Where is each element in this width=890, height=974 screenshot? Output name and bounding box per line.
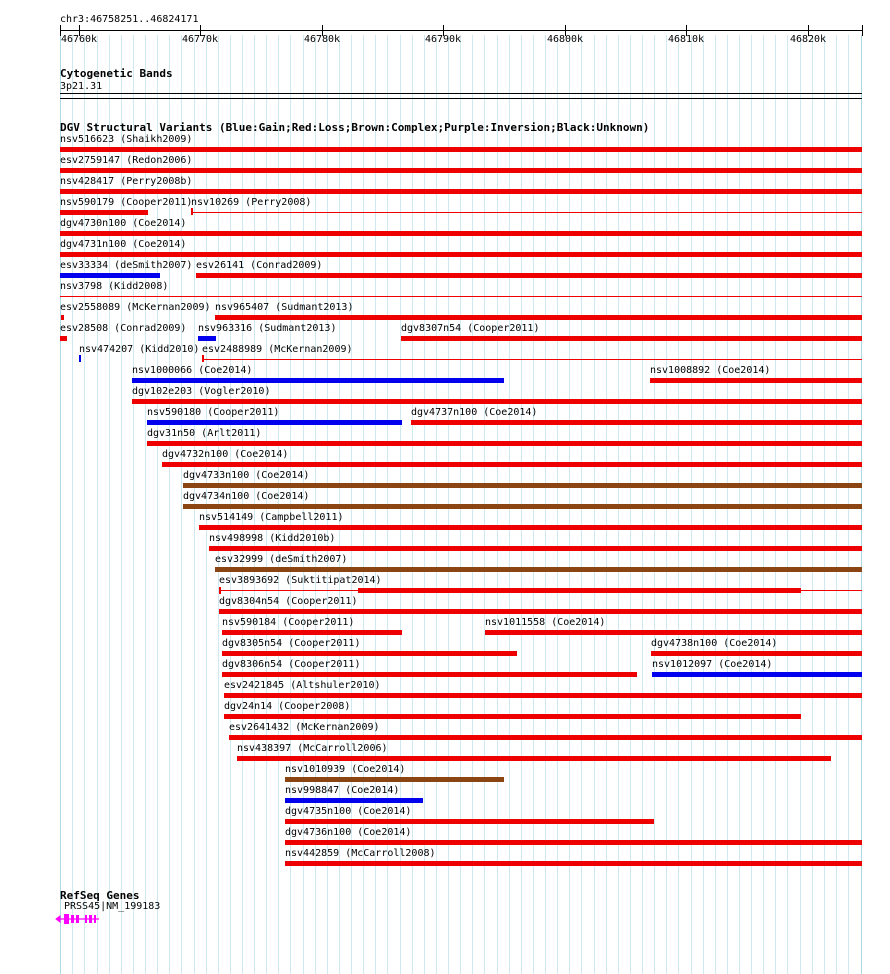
variant-bar[interactable] [60, 273, 160, 278]
variant-label: dgv8305n54 (Cooper2011) [222, 638, 361, 649]
ruler-tick-label: 46820k [789, 34, 827, 45]
variant-bar[interactable] [60, 210, 148, 215]
ruler-tick-label: 46790k [424, 34, 462, 45]
variant-bar[interactable] [79, 355, 81, 362]
variant-bar[interactable] [183, 504, 862, 509]
cytoband-line [60, 98, 862, 99]
variant-bar[interactable] [650, 378, 862, 383]
gene-model[interactable] [55, 912, 105, 926]
variant-label: nsv1012097 (Coe2014) [652, 659, 773, 670]
variant-label: nsv590180 (Cooper2011) [147, 407, 280, 418]
ruler-tick-label: 46770k [181, 34, 219, 45]
variant-label: nsv590184 (Cooper2011) [222, 617, 355, 628]
variant-label: dgv24n14 (Cooper2008) [224, 701, 351, 712]
gene-exon [76, 915, 79, 923]
variant-bar[interactable] [147, 441, 862, 446]
variant-bar[interactable] [285, 819, 654, 824]
variant-label: esv2488989 (McKernan2009) [202, 344, 353, 355]
variant-label: esv2558089 (McKernan2009) [60, 302, 211, 313]
variant-label: dgv8307n54 (Cooper2011) [401, 323, 540, 334]
variant-label: nsv1000066 (Coe2014) [132, 365, 253, 376]
variant-bar[interactable] [60, 168, 862, 173]
variant-bar[interactable] [285, 840, 862, 845]
variant-label: dgv4730n100 (Coe2014) [60, 218, 187, 229]
variant-line[interactable] [204, 359, 862, 360]
variant-label: dgv4735n100 (Coe2014) [285, 806, 412, 817]
variant-label: dgv8306n54 (Cooper2011) [222, 659, 361, 670]
variant-bar[interactable] [61, 315, 64, 320]
gene-exon [94, 915, 96, 923]
variant-bar[interactable] [198, 336, 216, 341]
variant-bar[interactable] [60, 252, 862, 257]
variant-label: nsv1008892 (Coe2014) [650, 365, 771, 376]
variant-bar[interactable] [224, 714, 801, 719]
variant-bar[interactable] [651, 651, 862, 656]
variant-bar[interactable] [285, 798, 423, 803]
variant-label: nsv516623 (Shaikh2009) [60, 134, 193, 145]
variant-label: esv33334 (deSmith2007) [60, 260, 193, 271]
variant-label: nsv590179 (Cooper2011) [60, 197, 193, 208]
variant-label: nsv498998 (Kidd2010b) [209, 533, 336, 544]
variant-bar[interactable] [60, 336, 67, 341]
variant-label: dgv102e203 (Vogler2010) [132, 386, 271, 397]
variant-bar[interactable] [358, 588, 801, 593]
variant-bar[interactable] [162, 462, 862, 467]
variant-label: nsv965407 (Sudmant2013) [215, 302, 354, 313]
variant-label: esv3893692 (Suktitipat2014) [219, 575, 382, 586]
gene-exon [64, 914, 69, 924]
ruler-end-tick [862, 25, 863, 36]
variant-label: nsv998847 (Coe2014) [285, 785, 400, 796]
variant-bar[interactable] [196, 273, 862, 278]
variant-bar[interactable] [60, 147, 862, 152]
ruler-track [0, 0, 890, 50]
cytoband-label[interactable]: 3p21.31 [60, 81, 103, 92]
gene-exon [71, 915, 74, 923]
variant-bar[interactable] [237, 756, 831, 761]
variant-bar[interactable] [60, 231, 862, 236]
variant-bar[interactable] [215, 567, 862, 572]
variant-label: dgv4736n100 (Coe2014) [285, 827, 412, 838]
variant-bar[interactable] [285, 777, 504, 782]
variant-line[interactable] [221, 590, 358, 591]
variant-bar[interactable] [199, 525, 862, 530]
variant-label: nsv10269 (Perry2008) [191, 197, 312, 208]
variant-label: dgv31n50 (Arlt2011) [147, 428, 262, 439]
ruler-tick-label: 46760k [60, 34, 98, 45]
ruler-tick-label: 46810k [667, 34, 705, 45]
variant-label: esv26141 (Conrad2009) [196, 260, 323, 271]
variant-bar[interactable] [132, 378, 504, 383]
cytoband-track-title[interactable]: Cytogenetic Bands [60, 67, 173, 80]
ruler-tick-label: 46780k [303, 34, 341, 45]
variant-label: nsv438397 (McCarroll2006) [237, 743, 388, 754]
variant-label: nsv428417 (Perry2008b) [60, 176, 193, 187]
variant-label: nsv514149 (Campbell2011) [199, 512, 344, 523]
variant-label: dgv4734n100 (Coe2014) [183, 491, 310, 502]
variant-line[interactable] [801, 590, 862, 591]
variant-line[interactable] [60, 296, 862, 297]
variant-label: dgv4737n100 (Coe2014) [411, 407, 538, 418]
variant-label: esv28508 (Conrad2009) [60, 323, 187, 334]
coordinate-label: chr3:46758251..46824171 [60, 14, 199, 25]
variant-label: dgv4732n100 (Coe2014) [162, 449, 289, 460]
variant-label: nsv3798 (Kidd2008) [60, 281, 169, 292]
variant-label: nsv442859 (McCarroll2008) [285, 848, 436, 859]
variant-bar[interactable] [132, 399, 862, 404]
variant-bar[interactable] [183, 483, 862, 488]
variant-bar[interactable] [411, 420, 862, 425]
variant-label: esv2421845 (Altshuler2010) [224, 680, 381, 691]
variant-label: esv2641432 (McKernan2009) [229, 722, 380, 733]
gene-exon [85, 915, 87, 923]
refseq-track-title[interactable]: RefSeq Genes [60, 889, 140, 902]
variant-bar[interactable] [224, 693, 862, 698]
variant-label: dgv4738n100 (Coe2014) [651, 638, 778, 649]
variant-label: nsv474207 (Kidd2010) [79, 344, 200, 355]
ruler-axis [60, 30, 862, 31]
gene-exon [89, 915, 92, 923]
variant-line[interactable] [193, 212, 862, 213]
variant-bar[interactable] [215, 315, 862, 320]
variant-bar[interactable] [209, 546, 862, 551]
variant-bar[interactable] [219, 609, 862, 614]
variant-bar[interactable] [60, 189, 862, 194]
variant-bar[interactable] [401, 336, 862, 341]
variant-bar[interactable] [222, 630, 402, 635]
variant-label: dgv8304n54 (Cooper2011) [219, 596, 358, 607]
variant-label: nsv963316 (Sudmant2013) [198, 323, 337, 334]
ruler-tick-label: 46800k [546, 34, 584, 45]
variant-label: esv2759147 (Redon2006) [60, 155, 193, 166]
variant-bar[interactable] [229, 735, 862, 740]
variant-bar[interactable] [222, 672, 637, 677]
variant-bar[interactable] [652, 672, 862, 677]
variant-label: esv32999 (deSmith2007) [215, 554, 348, 565]
variant-bar[interactable] [285, 861, 862, 866]
variant-bar[interactable] [222, 651, 517, 656]
cytoband-line [60, 93, 862, 94]
variant-bar[interactable] [147, 420, 402, 425]
variant-label: dgv4733n100 (Coe2014) [183, 470, 310, 481]
variant-label: nsv1010939 (Coe2014) [285, 764, 406, 775]
variant-label: nsv1011558 (Coe2014) [485, 617, 606, 628]
gene-label[interactable]: PRSS45|NM_199183 [64, 901, 161, 912]
dgv-track-title[interactable]: DGV Structural Variants (Blue:Gain;Red:Loss;Brown:Complex;Purple:Inversion;Black:Unknown) [60, 121, 650, 134]
variant-bar[interactable] [485, 630, 862, 635]
variant-label: dgv4731n100 (Coe2014) [60, 239, 187, 250]
